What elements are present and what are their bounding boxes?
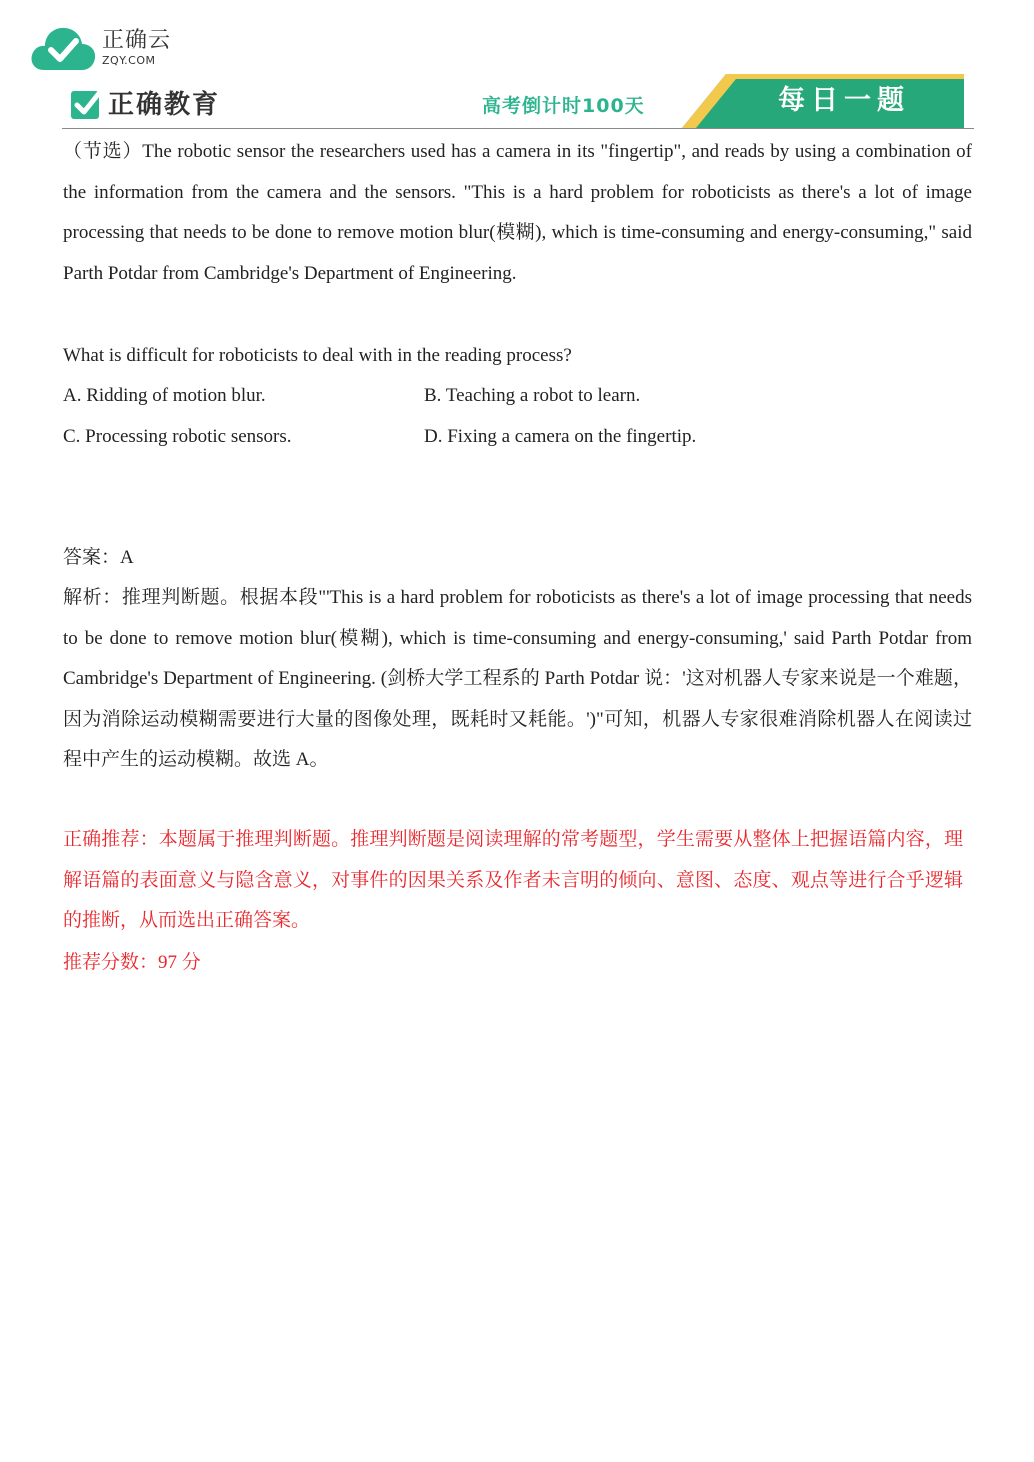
top-logo-domain: ZQY.COM xyxy=(102,54,156,67)
option-c: C. Processing robotic sensors. xyxy=(63,425,292,447)
checkbox-check-icon xyxy=(70,88,102,120)
cloud-check-icon xyxy=(30,24,96,72)
recommended-score: 推荐分数：97 分 xyxy=(63,952,201,973)
answer-options xyxy=(63,376,963,457)
analysis-text: 解析：推理判断题。根据本段"'This is a hard problem for roboticists as there's a lot of image processing that needs to be done to remove motion blur(模糊), which is time-consuming and energy-consuming,' said Parth Potdar from Cambridge's Department of Engineering. (剑桥大学工程系的 Parth Potdar 说：'这对机器人专家来说是一个难题，因为消除运动模糊需要进行大量的图像处理，既耗时又耗能。')"可知，机器人专家很难消除机器人在阅读过程中产生的运动模糊。故选 A。 xyxy=(63,587,972,770)
countdown-label: 高考倒计时100天 xyxy=(482,95,645,117)
reading-passage: （节选）The robotic sensor the researchers used has a camera in its "fingertip", and reads by using a combination of the information from the camera and the sensors. "This is a hard problem for roboticists as there's a lot of image processing that needs to be done to remove motion blur(模糊), which is time-consuming and energy-consuming," said Parth Potdar from Cambridge's Department of Engineering. xyxy=(63,141,972,284)
top-logo-name: 正确云 xyxy=(102,28,172,53)
option-d: D. Fixing a camera on the fingertip. xyxy=(424,425,697,447)
option-a: A. Ridding of motion blur. xyxy=(63,385,266,406)
question-stem: What is difficult for roboticists to deal with in the reading process? xyxy=(63,345,572,366)
recommendation-text: 正确推荐：本题属于推理判断题。推理判断题是阅读理解的常考题型，学生需要从整体上把握语篇内容，理解语篇的表面意义与隐含意义，对事件的因果关系及作者未言明的倾向、意图、态度、观点等进行合乎逻辑的推断，从而选出正确答案。 xyxy=(63,829,963,931)
option-b: B. Teaching a robot to learn. xyxy=(424,385,641,406)
brand-name: 正确教育 xyxy=(108,90,221,120)
banner-title: 每日一题 xyxy=(778,85,910,116)
zqy-logo xyxy=(30,24,190,76)
answer-line: 答案：A xyxy=(63,547,134,568)
header-divider xyxy=(62,128,974,129)
